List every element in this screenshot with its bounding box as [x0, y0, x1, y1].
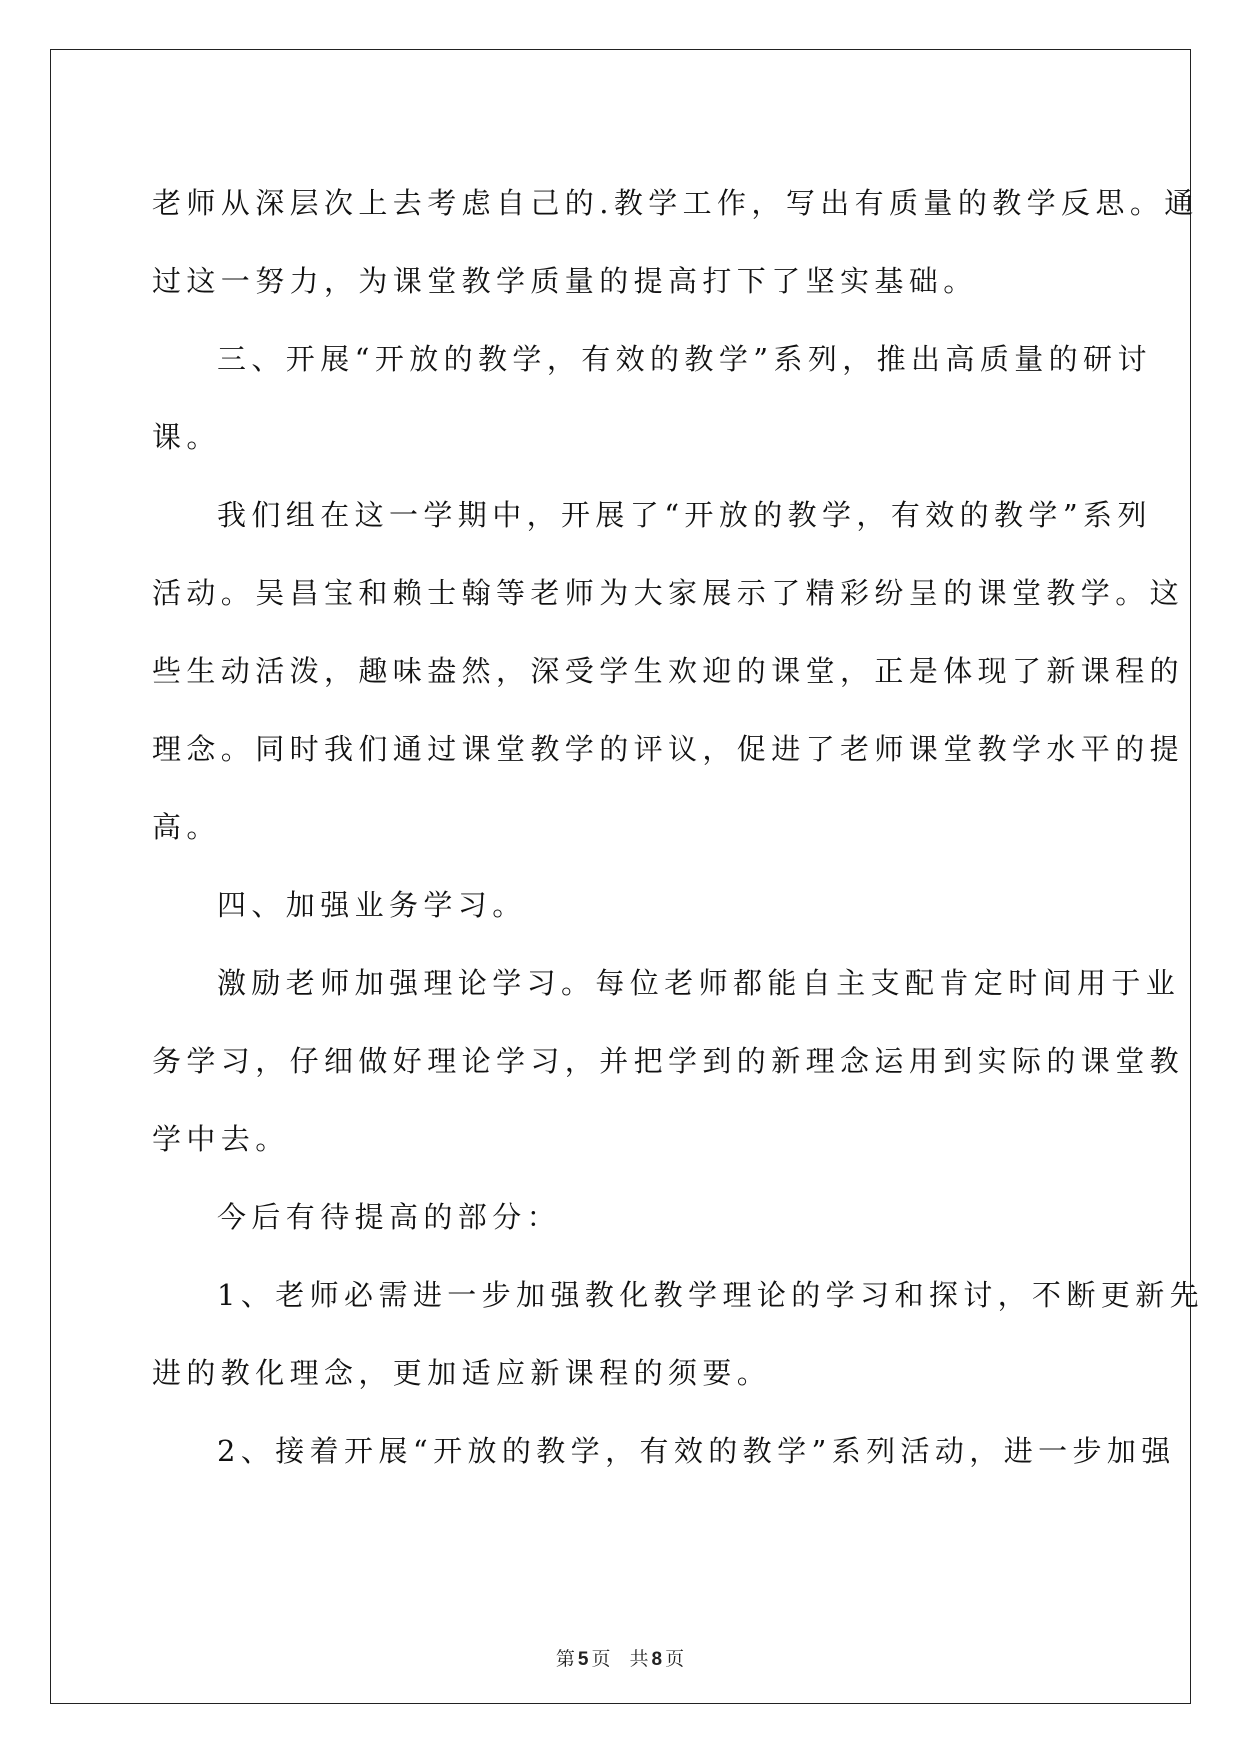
total-suffix: 页 [665, 1648, 686, 1670]
section-heading-4: 四、加强业务学习。 [217, 888, 527, 922]
text-line-13: 学中去。 [152, 1122, 290, 1156]
text-line-9: 高。 [152, 810, 221, 844]
list-item-2: 2、接着开展“开放的教学，有效的教学”系列活动，进一步加强 [217, 1434, 1176, 1468]
text-line-7: 些生动活泼，趣味盎然，深受学生欢迎的课堂，正是体现了新课程的 [152, 654, 1185, 688]
page-prefix: 第 [555, 1648, 576, 1670]
text-line-8: 理念。同时我们通过课堂教学的评议，促进了老师课堂教学水平的提 [152, 732, 1185, 766]
text-line-1: 老师从深层次上去考虑自己的.教学工作，写出有质量的教学反思。通 [152, 186, 1199, 220]
page-footer [0, 1644, 1241, 1671]
total-prefix: 共 [629, 1648, 650, 1670]
document-body [152, 164, 1205, 1490]
subheading-improvements: 今后有待提高的部分： [217, 1200, 562, 1234]
text-line-11: 激励老师加强理论学习。每位老师都能自主支配肯定时间用于业 [217, 966, 1181, 1000]
section-heading-3: 三、开展“开放的教学，有效的教学”系列，推出高质量的研讨 [217, 342, 1152, 376]
text-line-6: 活动。吴昌宝和赖士翰等老师为大家展示了精彩纷呈的课堂教学。这 [152, 576, 1185, 610]
text-line-4: 课。 [152, 420, 221, 454]
total-pages: 8 [651, 1649, 664, 1670]
text-line-2: 过这一努力，为课堂教学质量的提高打下了坚实基础。 [152, 264, 978, 298]
list-item-1: 1、老师必需进一步加强教化教学理论的学习和探讨，不断更新先 [217, 1278, 1205, 1312]
page-suffix: 页 [591, 1648, 612, 1670]
page-number: 5 [577, 1649, 590, 1670]
text-line-12: 务学习，仔细做好理论学习，并把学到的新理念运用到实际的课堂教 [152, 1044, 1185, 1078]
list-item-1-cont: 进的教化理念，更加适应新课程的须要。 [152, 1356, 772, 1390]
text-line-5: 我们组在这一学期中，开展了“开放的教学，有效的教学”系列 [217, 498, 1152, 532]
